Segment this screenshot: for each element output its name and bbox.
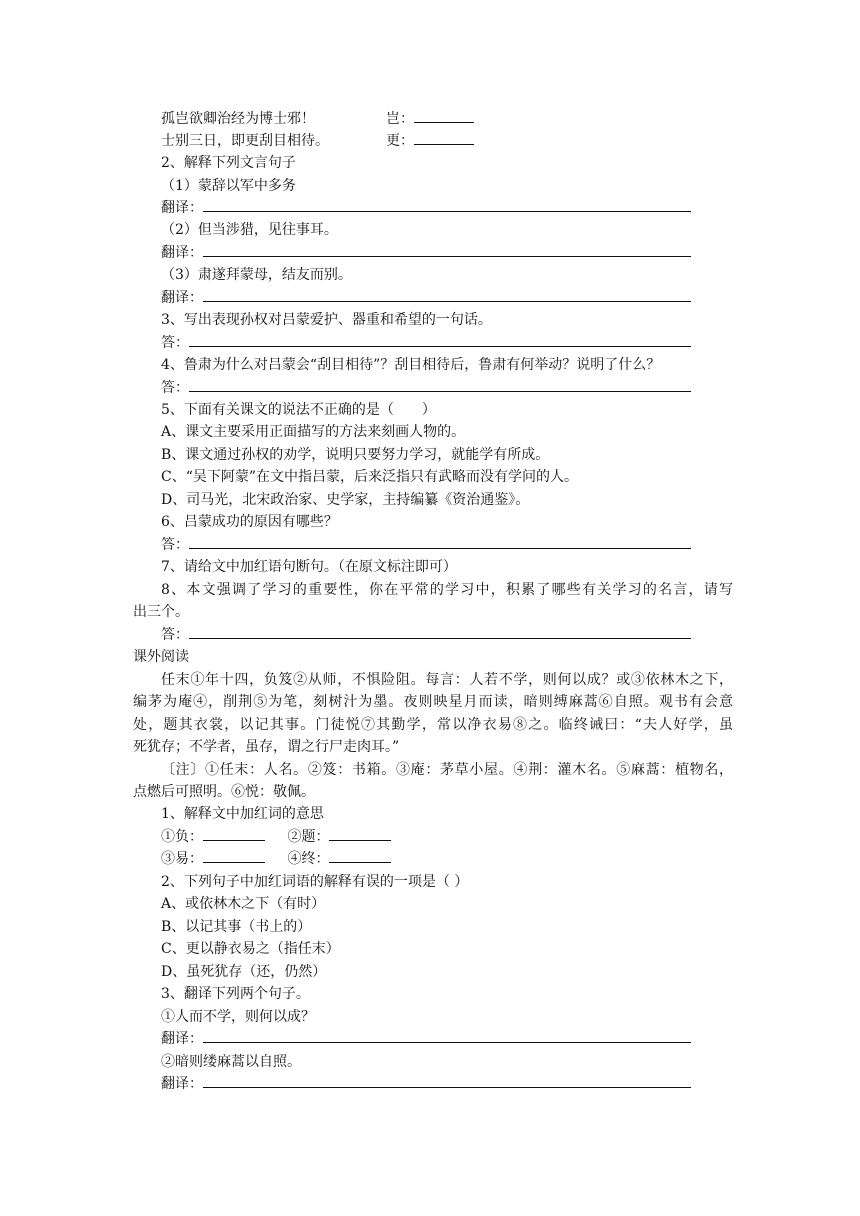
passage-line: 处，题其衣裳，以记其事。门徒悦⑦其勤学，常以净衣易⑧之。临终诫曰：“夫人好学，虽 <box>133 717 733 733</box>
ex-q2-option-b: B、以记其事（书上的） <box>161 919 312 935</box>
q1-line-1: 孤岂欲卿治经为博士邪！ 岂： <box>161 108 315 130</box>
answer-line: 答： <box>161 624 691 646</box>
translate-line: 翻译： <box>161 287 691 309</box>
answer-blank[interactable] <box>189 535 691 549</box>
ex-q1-heading: 1、解释文中加红词的意思 <box>161 806 324 822</box>
q5-question: 5、下面有关课文的说法不正确的是（ ） <box>161 402 436 418</box>
q2-item-3: （3）肃遂拜蒙母，结友而别。 <box>161 267 352 283</box>
answer-blank[interactable] <box>414 131 474 145</box>
translate-line: 翻译： <box>161 1073 691 1095</box>
ex-q2-option-a: A、或依林木之下（有时） <box>161 896 326 912</box>
q3-question: 3、写出表现孙权对吕蒙爱护、器重和希望的一句话。 <box>161 312 492 328</box>
answer-blank[interactable] <box>189 625 691 639</box>
blank-pair: ④终： <box>287 848 391 870</box>
q7-question: 7、请给文中加红语句断句。（在原文标注即可） <box>161 559 457 575</box>
blank-pair: ③易： <box>161 848 265 870</box>
ex-q2-option-d: D、虽死犹存（还，仍然） <box>161 964 327 980</box>
q5-option-d: D、司马光，北宋政治家、史学家，主持编纂《资治通鉴》。 <box>161 492 530 508</box>
answer-blank[interactable] <box>329 827 391 841</box>
q4-question: 4、鲁肃为什么对吕蒙会“刮目相待”？刮目相待后，鲁肃有何举动？说明了什么？ <box>161 357 661 373</box>
translate-line: 翻译： <box>161 1028 691 1050</box>
answer-blank[interactable] <box>203 1029 691 1043</box>
blank-pair: 更： <box>386 130 474 152</box>
ex-q2-option-c: C、更以静衣易之（指任末） <box>161 941 340 957</box>
answer-line: 答： <box>161 332 691 354</box>
passage-line: 任末①年十四，负笈②从师，不惧险阻。每言：人若不学，则何以成？或③依林木之下， <box>161 672 733 688</box>
ex-q1-blanks-row <box>161 848 391 870</box>
q2-item-1: （1）蒙辞以军中多务 <box>161 178 296 194</box>
answer-blank[interactable] <box>189 333 691 347</box>
ex-q2-question: 2、下列句子中加红词语的解释有误的一项是（ ） <box>161 874 469 890</box>
q8-question-line-1: 8、本文强调了学习的重要性，你在平常的学习中，积累了哪些有关学习的名言，请写 <box>161 582 733 598</box>
answer-blank[interactable] <box>203 849 265 863</box>
answer-blank[interactable] <box>414 109 474 123</box>
answer-blank[interactable] <box>203 827 265 841</box>
translate-line: 翻译： <box>161 242 691 264</box>
answer-line: 答： <box>161 534 691 556</box>
ex-q3-sentence-2: ②暗则缕麻蒿以自照。 <box>161 1054 301 1070</box>
q5-option-b: B、课文通过孙权的劝学，说明只要努力学习，就能学有所成。 <box>161 447 550 463</box>
passage-line: 编茅为庵④，削荆⑤为笔，刻树汁为墨。夜则映星月而读，暗则缚麻蒿⑥自照。观书有会意 <box>133 694 733 710</box>
translate-line: 翻译： <box>161 197 691 219</box>
answer-blank[interactable] <box>203 198 691 212</box>
answer-blank[interactable] <box>329 849 391 863</box>
q5-option-c: C、“吴下阿蒙”在文中指吕蒙，后来泛指只有武略而没有学问的人。 <box>161 469 579 485</box>
q1-line-2: 士别三日，即更刮目相待。 更： <box>161 130 329 152</box>
q6-question: 6、吕蒙成功的原因有哪些？ <box>161 514 338 530</box>
answer-blank[interactable] <box>203 288 691 302</box>
section-heading: 课外阅读 <box>133 649 189 665</box>
q8-question-line-2: 出三个。 <box>133 604 189 620</box>
blank-pair: ②题： <box>287 826 391 848</box>
blank-pair: ①负： <box>161 826 265 848</box>
blank-pair: 岂： <box>386 108 474 130</box>
ex-q3-heading: 3、翻译下列两个句子。 <box>161 986 310 1002</box>
notes-line: 点燃后可照明。⑥悦：敬佩。 <box>133 784 315 800</box>
q2-heading: 2、解释下列文言句子 <box>161 155 296 171</box>
q2-item-2: （2）但当涉猎，见往事耳。 <box>161 222 338 238</box>
ex-q1-blanks-row <box>161 826 391 848</box>
ex-q3-sentence-1: ①人而不学，则何以成？ <box>161 1009 315 1025</box>
passage-line: 死犹存；不学者，虽存，谓之行尸走肉耳。” <box>133 739 400 755</box>
answer-blank[interactable] <box>189 378 691 392</box>
answer-blank[interactable] <box>203 243 691 257</box>
answer-blank[interactable] <box>203 1074 691 1088</box>
q5-option-a: A、课文主要采用正面描写的方法来刻画人物的。 <box>161 424 466 440</box>
answer-line: 答： <box>161 377 691 399</box>
notes-line: 〔注〕①任末：人名。②笈：书箱。③庵：茅草小屋。④荆：灌木名。⑤麻蒿：植物名， <box>161 762 733 778</box>
